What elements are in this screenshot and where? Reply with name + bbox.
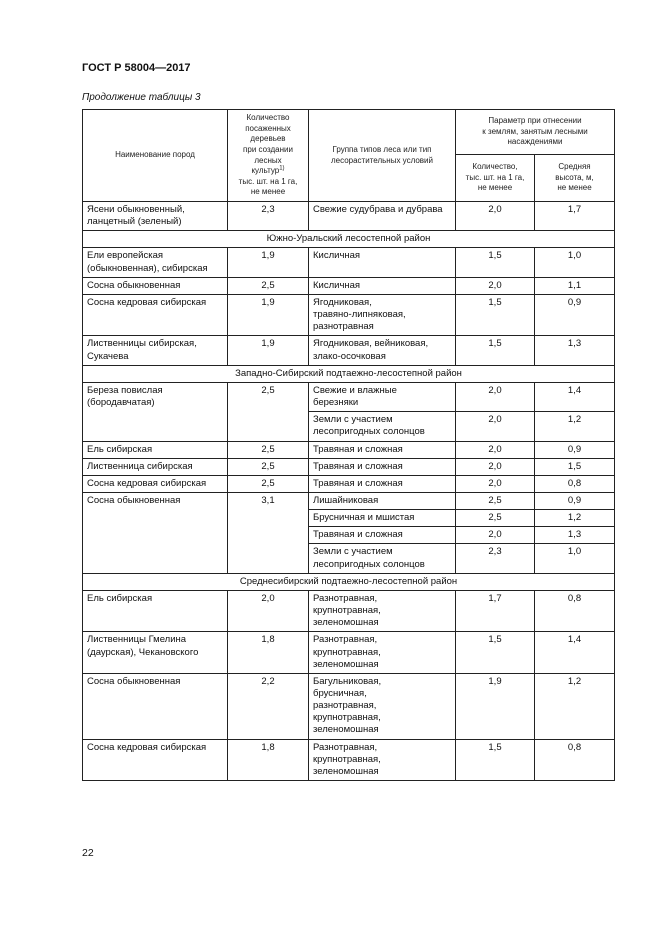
forest-group-line: Разнотравная,	[313, 634, 378, 646]
forest-group-line: разнотравная	[313, 321, 374, 333]
forest-group-line: травяно-липняковая,	[313, 309, 406, 321]
min-height: 1,2	[535, 673, 615, 739]
species-name: Ель сибирская	[83, 441, 228, 458]
min-quantity: 2,0	[456, 277, 535, 294]
min-quantity: 1,7	[456, 590, 535, 631]
forest-group	[309, 739, 456, 780]
planted-count: 2,5	[228, 441, 309, 458]
region-title: Южно-Уральский лесостепной район	[83, 231, 615, 248]
region-row	[83, 231, 615, 248]
species-name	[83, 248, 228, 277]
table-row	[83, 673, 615, 739]
col-header-qty-line: Количество,	[472, 162, 518, 172]
col-header-height-line: Средняя	[558, 162, 591, 172]
min-height: 1,3	[535, 527, 615, 544]
forest-group	[309, 673, 456, 739]
table-row	[83, 382, 615, 411]
forest-group: Лишайниковая	[309, 492, 456, 509]
col-header-count-line: не менее	[250, 187, 286, 197]
forest-group-line: лесопригодных солонцов	[313, 426, 425, 438]
table-row	[83, 739, 615, 780]
min-quantity: 1,5	[456, 336, 535, 365]
table-row	[83, 492, 615, 509]
col-header-count	[228, 110, 309, 202]
min-height: 0,8	[535, 475, 615, 492]
forest-group	[309, 294, 456, 335]
region-title: Среднесибирский подтаежно-лесостепной район	[83, 573, 615, 590]
col-header-species: Наименование пород	[83, 110, 228, 202]
min-height: 1,4	[535, 382, 615, 411]
min-height: 1,0	[535, 544, 615, 573]
forest-group-line: Свежие и влажные	[313, 384, 397, 396]
min-height: 1,1	[535, 277, 615, 294]
col-header-group-line: лесорастительных условий	[331, 155, 433, 165]
min-quantity: 2,0	[456, 458, 535, 475]
col-header-qty-line: не менее	[477, 183, 513, 193]
col-header-qty-line: тыс. шт. на 1 га,	[465, 172, 525, 182]
min-height: 1,2	[535, 412, 615, 441]
min-height: 0,8	[535, 590, 615, 631]
col-header-height-line: не менее	[557, 183, 592, 193]
forest-group-line: разнотравная,	[313, 700, 377, 712]
forest-group-line: зеленомошная	[313, 617, 379, 629]
table-row	[83, 458, 615, 475]
species-name: Ель сибирская	[83, 590, 228, 631]
table-row	[83, 202, 615, 231]
planted-count: 2,3	[228, 202, 309, 231]
min-quantity: 1,5	[456, 294, 535, 335]
forest-group-line: крупнотравная,	[313, 646, 381, 658]
region-row	[83, 573, 615, 590]
page-number: 22	[82, 847, 94, 859]
forest-group-line: Разнотравная,	[313, 741, 378, 753]
col-header-count-line: лесных	[254, 155, 282, 165]
min-quantity: 1,9	[456, 673, 535, 739]
planted-count: 2,5	[228, 277, 309, 294]
planted-count: 3,1	[228, 492, 309, 573]
min-quantity: 2,5	[456, 510, 535, 527]
species-name-line: Ясени обыкновенный,	[87, 204, 185, 215]
forest-group: Травяная и сложная	[309, 458, 456, 475]
forest-group-line: лесопригодных солонцов	[313, 558, 425, 570]
species-name-line: ланцетный (зеленый)	[87, 216, 182, 228]
forest-group: Кисличная	[309, 248, 456, 277]
forest-group-line: брусничная,	[313, 688, 367, 699]
col-header-param-line: Параметр при отнесении	[488, 116, 582, 126]
forest-group-line: зеленомошная	[313, 765, 379, 777]
forest-group-line: Земли с участием	[313, 546, 393, 558]
min-height: 0,9	[535, 441, 615, 458]
species-name: Сосна кедровая сибирская	[83, 294, 228, 335]
forest-group	[309, 336, 456, 365]
species-name: Сосна обыкновенная	[83, 277, 228, 294]
species-name-line: (даурская), Чекановского	[87, 646, 199, 658]
min-quantity: 2,0	[456, 475, 535, 492]
forest-group: Свежие судубрава и дубрава	[309, 202, 456, 231]
min-quantity: 2,5	[456, 492, 535, 509]
planted-count: 1,8	[228, 632, 309, 673]
min-quantity: 2,0	[456, 441, 535, 458]
table-row	[83, 632, 615, 673]
species-name-line: Лиственницы сибирская,	[87, 338, 197, 350]
species-name-line: Ели европейская	[87, 250, 163, 262]
col-header-count-line: посаженных	[245, 123, 291, 133]
species-table	[82, 109, 615, 781]
forest-group-line: крупнотравная,	[313, 753, 381, 765]
min-quantity: 2,0	[456, 202, 535, 231]
min-quantity: 2,0	[456, 527, 535, 544]
min-quantity: 2,0	[456, 382, 535, 411]
col-header-count-line: деревьев	[250, 134, 286, 144]
planted-count: 1,9	[228, 336, 309, 365]
col-header-quantity	[456, 155, 535, 202]
forest-group-line: Разнотравная,	[313, 592, 378, 604]
table-row	[83, 336, 615, 365]
table-row	[83, 277, 615, 294]
species-name: Сосна кедровая сибирская	[83, 739, 228, 780]
col-header-forest-group	[309, 110, 456, 202]
forest-group-line: злако-осочковая	[313, 350, 386, 362]
forest-group	[309, 632, 456, 673]
species-name-line: Сукачева	[87, 350, 129, 362]
table-row	[83, 475, 615, 492]
min-height: 0,8	[535, 739, 615, 780]
document-header: ГОСТ Р 58004—2017	[82, 62, 191, 74]
species-name: Сосна обыкновенная	[83, 492, 228, 573]
forest-group: Травяная и сложная	[309, 441, 456, 458]
species-name-line: Лиственницы Гмелина	[87, 634, 187, 646]
species-name	[83, 202, 228, 231]
forest-group	[309, 544, 456, 573]
min-height: 1,7	[535, 202, 615, 231]
footnote-marker: 1)	[279, 165, 285, 172]
species-name: Сосна обыкновенная	[83, 673, 228, 739]
species-name-line: (обыкновенная), сибирская	[87, 262, 208, 274]
species-name-line: (бородавчатая)	[87, 397, 155, 409]
planted-count: 1,9	[228, 294, 309, 335]
min-quantity: 1,5	[456, 739, 535, 780]
min-height: 0,9	[535, 294, 615, 335]
table-caption: Продолжение таблицы 3	[82, 92, 201, 103]
col-header-param-line: насаждениями	[507, 137, 563, 147]
species-name: Сосна кедровая сибирская	[83, 475, 228, 492]
region-title: Западно-Сибирский подтаежно-лесостепной район	[83, 365, 615, 382]
species-name	[83, 382, 228, 441]
col-header-count-line: культур	[251, 166, 280, 176]
forest-group: Травяная и сложная	[309, 527, 456, 544]
planted-count: 2,0	[228, 590, 309, 631]
forest-group-line: зеленомошная	[313, 658, 379, 670]
forest-group-line: Ягодниковая,	[313, 296, 372, 308]
min-height: 1,0	[535, 248, 615, 277]
planted-count: 1,8	[228, 739, 309, 780]
forest-group-line: Земли с участием	[313, 414, 393, 426]
min-quantity: 1,5	[456, 248, 535, 277]
min-height: 0,9	[535, 492, 615, 509]
table-row	[83, 248, 615, 277]
forest-group: Брусничная и мшистая	[309, 510, 456, 527]
species-name-line: Береза повислая	[87, 384, 163, 396]
col-header-param-line: к землям, занятым лесными	[482, 126, 588, 136]
table-row	[83, 294, 615, 335]
forest-group: Кисличная	[309, 277, 456, 294]
forest-group	[309, 382, 456, 411]
forest-group-line: крупнотравная,	[313, 605, 381, 617]
forest-group-line: березняки	[313, 397, 359, 409]
forest-group-line: зеленомошная	[313, 724, 379, 736]
species-name	[83, 336, 228, 365]
col-header-height-line: высота, м,	[555, 172, 594, 182]
col-header-group-line: Группа типов леса или тип	[332, 144, 432, 154]
table-row	[83, 441, 615, 458]
col-header-count-line: при создании	[243, 144, 293, 154]
table-row	[83, 590, 615, 631]
col-header-parameter	[456, 110, 615, 155]
min-quantity: 2,0	[456, 412, 535, 441]
min-quantity: 2,3	[456, 544, 535, 573]
min-height: 1,5	[535, 458, 615, 475]
planted-count: 2,5	[228, 458, 309, 475]
planted-count: 2,2	[228, 673, 309, 739]
forest-group-line: Ягодниковая, вейниковая,	[313, 338, 429, 350]
min-height: 1,4	[535, 632, 615, 673]
species-name	[83, 632, 228, 673]
forest-group: Травяная и сложная	[309, 475, 456, 492]
col-header-height	[535, 155, 615, 202]
min-height: 1,3	[535, 336, 615, 365]
forest-group-line: Багульниковая,	[313, 675, 382, 687]
planted-count: 2,5	[228, 475, 309, 492]
planted-count: 2,5	[228, 382, 309, 441]
min-height: 1,2	[535, 510, 615, 527]
forest-group	[309, 412, 456, 441]
min-quantity: 1,5	[456, 632, 535, 673]
region-row	[83, 365, 615, 382]
col-header-count-line: Количество	[246, 113, 290, 123]
species-name: Лиственница сибирская	[83, 458, 228, 475]
col-header-count-line: тыс. шт. на 1 га,	[238, 176, 298, 186]
forest-group-line: крупнотравная,	[313, 712, 381, 724]
forest-group	[309, 590, 456, 631]
planted-count: 1,9	[228, 248, 309, 277]
